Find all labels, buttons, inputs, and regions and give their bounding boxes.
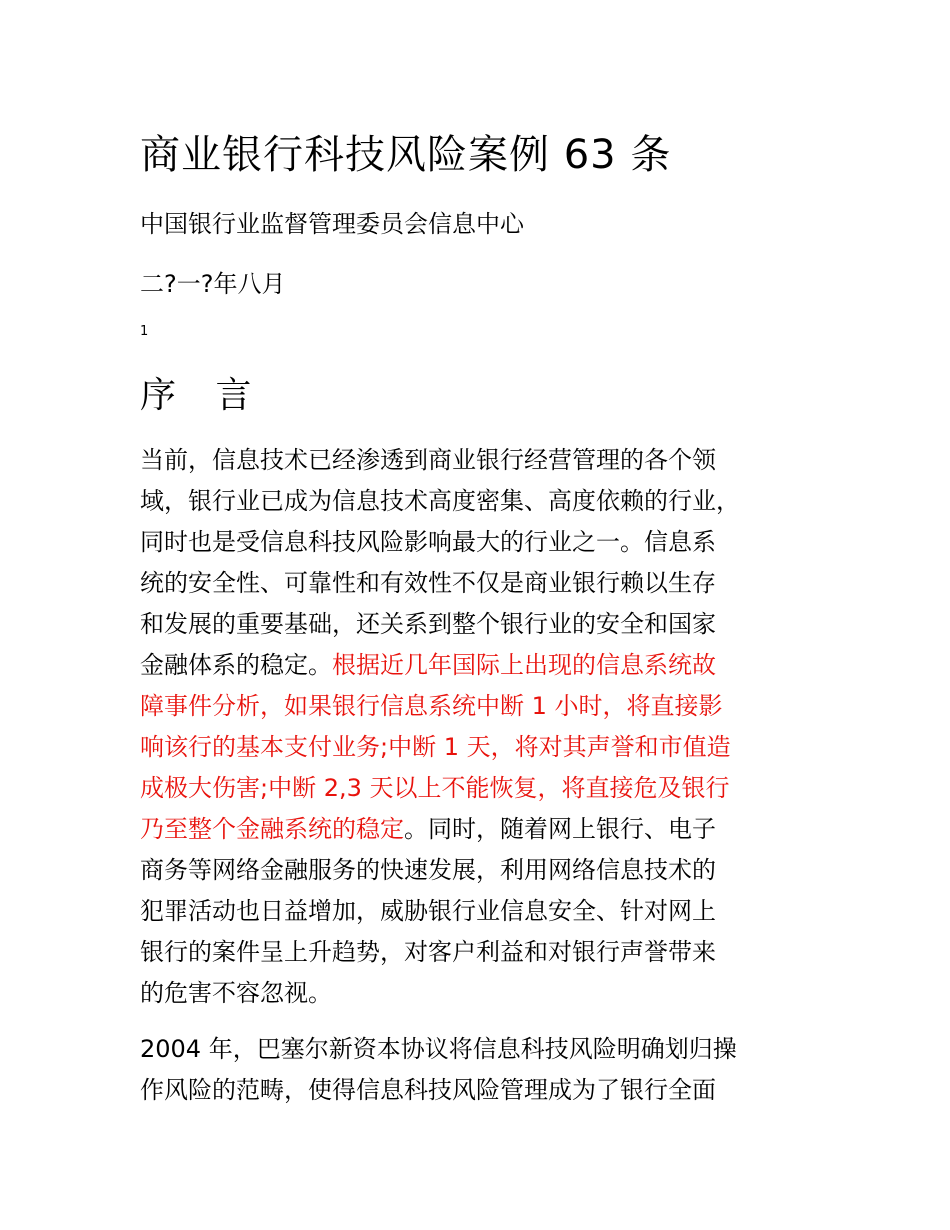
document-title: 商业银行科技风险案例 63 条 <box>140 132 672 178</box>
highlighted-line: 障事件分析，如果银行信息系统中断 1 小时，将直接影 <box>140 692 723 720</box>
paragraph-line: 同时也是受信息科技风险影响最大的行业之一。信息系 <box>140 528 716 556</box>
paragraph-line: 2004 年，巴塞尔新资本协议将信息科技风险明确划归操 <box>140 1035 737 1063</box>
document-date: 二?一?年八月 <box>140 270 286 298</box>
preface-paragraph-2 <box>140 1029 810 1111</box>
highlighted-text: 根据近几年国际上出现的信息系统故 <box>332 651 716 679</box>
paragraph-line-mixed <box>140 645 810 686</box>
paragraph-line-mixed <box>140 809 810 850</box>
highlighted-line: 响该行的基本支付业务;中断 1 天，将对其声誉和市值造 <box>140 733 731 761</box>
paragraph-text: 。同时，随着网上银行、电子 <box>404 815 716 843</box>
paragraph-line: 银行的案件呈上升趋势，对客户利益和对银行声誉带来 <box>140 938 716 966</box>
highlighted-text: 乃至整个金融系统的稳定 <box>140 815 404 843</box>
paragraph-text: 金融体系的稳定。 <box>140 651 332 679</box>
paragraph-line: 当前，信息技术已经渗透到商业银行经营管理的各个领 <box>140 446 716 474</box>
paragraph-line: 的危害不容忽视。 <box>140 979 332 1007</box>
paragraph-line: 作风险的范畴，使得信息科技风险管理成为了银行全面 <box>140 1076 716 1104</box>
paragraph-line: 域，银行业已成为信息技术高度密集、高度依赖的行业， <box>140 487 740 515</box>
document-subtitle: 中国银行业监督管理委员会信息中心 <box>140 210 524 238</box>
highlighted-line: 成极大伤害;中断 2,3 天以上不能恢复，将直接危及银行 <box>140 774 730 802</box>
preface-paragraph-1 <box>140 440 810 1014</box>
section-heading: 序 言 <box>140 375 266 416</box>
paragraph-line: 统的安全性、可靠性和有效性不仅是商业银行赖以生存 <box>140 569 716 597</box>
paragraph-line: 商务等网络金融服务的快速发展，利用网络信息技术的 <box>140 856 716 884</box>
paragraph-line: 和发展的重要基础，还关系到整个银行业的安全和国家 <box>140 610 716 638</box>
paragraph-line: 犯罪活动也日益增加，威胁银行业信息安全、针对网上 <box>140 897 716 925</box>
page-number: 1 <box>140 324 149 339</box>
